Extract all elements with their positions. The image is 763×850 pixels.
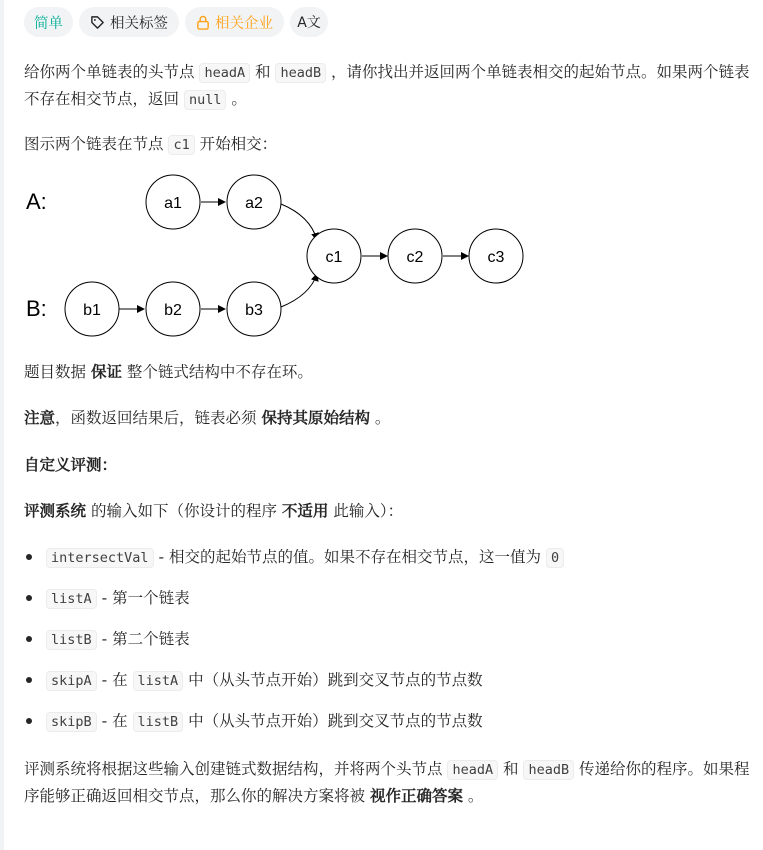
node-c1-label: c1 (325, 249, 343, 266)
param-code-inline: listA (133, 671, 184, 691)
guarantee-paragraph (24, 359, 754, 385)
closing-bold: 视作正确答案 (369, 787, 463, 805)
param-code: listB (46, 630, 97, 650)
node-c3 (469, 229, 523, 283)
list-item (24, 626, 564, 667)
code-headA: headA (199, 63, 250, 83)
node-b2 (146, 282, 200, 336)
code-headA-2: headA (447, 760, 498, 780)
judge-text-2: 此输入）： (328, 502, 404, 520)
linked-list-diagram (18, 168, 538, 348)
edge-b3-c1 (281, 274, 317, 307)
note-paragraph (24, 405, 754, 431)
node-b3-label: b3 (245, 302, 263, 319)
note-bold-1: 注意 (24, 409, 56, 427)
related-tags-button[interactable] (79, 7, 179, 37)
param-code: skipA (46, 671, 97, 691)
related-tags-label: 相关标签 (110, 15, 168, 32)
node-c3-label: c3 (487, 249, 505, 266)
judge-input-paragraph (24, 498, 754, 524)
list-item (24, 585, 564, 626)
note-text-2: 。 (369, 409, 391, 427)
node-b1 (65, 282, 119, 336)
list-a-label: A: (26, 189, 47, 214)
caption-text-2: 开始相交： (194, 135, 278, 153)
note-text-1: ，函数返回结果后，链表必须 (55, 409, 262, 427)
closing-text-4: 。 (462, 787, 484, 805)
closing-text-2: 和 (498, 760, 524, 778)
intro-text-3: ，请你找出并返回两个单链表相交的起始节点。如果两个链表不存在相交节点，返回 (24, 63, 750, 108)
param-code-inline: 0 (546, 548, 564, 568)
node-a1-label: a1 (164, 195, 182, 212)
custom-judge-heading (24, 452, 754, 478)
guarantee-text-1: 题目数据 (24, 363, 91, 381)
guarantee-bold: 保证 (90, 363, 122, 381)
param-desc-after: 中（从头节点开始）跳到交叉节点的节点数 (183, 712, 483, 730)
judge-text-1: 的输入如下（你设计的程序 (86, 502, 282, 520)
intro-paragraph (24, 59, 754, 113)
caption-text-1: 图示两个链表在节点 (24, 135, 169, 153)
list-item (24, 544, 564, 585)
related-companies-label: 相关企业 (215, 15, 273, 32)
translate-button[interactable] (290, 7, 328, 37)
closing-text-3: 传递给你的程序。如果程序能够正确返回相交节点，那么你的解决方案将被 (24, 760, 750, 805)
guarantee-text-2: 整个链式结构中不存在环。 (121, 363, 313, 381)
lock-icon (196, 15, 210, 30)
node-a1 (146, 175, 200, 229)
closing-text-1: 评测系统将根据这些输入创建链式数据结构，并将两个头节点 (24, 760, 448, 778)
param-desc: - 在 (96, 671, 133, 689)
param-code: listA (46, 589, 97, 609)
node-c2-label: c2 (406, 249, 424, 266)
code-null: null (184, 90, 227, 110)
node-c1 (307, 229, 361, 283)
related-companies-button[interactable] (185, 7, 284, 37)
translate-icon: A文 (297, 15, 321, 31)
code-c1: c1 (168, 135, 194, 155)
param-code: intersectVal (46, 548, 154, 568)
note-bold-2: 保持其原始结构 (261, 409, 370, 427)
tag-bar (24, 7, 328, 37)
node-a2-label: a2 (245, 195, 263, 212)
intro-text-2: 和 (250, 63, 276, 81)
node-c2 (388, 229, 442, 283)
param-code-inline: listB (133, 712, 184, 732)
list-b-label: B: (26, 296, 47, 321)
intro-text-4: 。 (226, 90, 247, 108)
difficulty-tag[interactable] (24, 7, 73, 37)
param-desc: - 第一个链表 (96, 589, 190, 607)
list-item (24, 708, 564, 749)
difficulty-label: 简单 (34, 15, 63, 32)
param-desc: - 第二个链表 (96, 630, 190, 648)
judge-bold-2: 不适用 (281, 502, 329, 520)
judge-bold-1: 评测系统 (24, 502, 87, 520)
node-a2 (227, 175, 281, 229)
intro-text-1: 给你两个单链表的头节点 (24, 63, 200, 81)
code-headB-2: headB (523, 760, 574, 780)
node-b2-label: b2 (164, 302, 182, 319)
code-headB: headB (275, 63, 326, 83)
list-item (24, 667, 564, 708)
node-b1-label: b1 (83, 302, 101, 319)
panel-left-border (0, 0, 4, 850)
tag-icon (90, 15, 105, 30)
figure-caption (24, 131, 754, 158)
closing-paragraph (24, 756, 754, 809)
param-code: skipB (46, 712, 97, 732)
edge-a2-c1 (281, 204, 317, 240)
node-b3 (227, 282, 281, 336)
param-desc: - 相交的起始节点的值。如果不存在相交节点，这一值为 (153, 548, 546, 566)
param-desc-after: 中（从头节点开始）跳到交叉节点的节点数 (183, 671, 483, 689)
custom-judge-title: 自定义评测： (24, 456, 118, 474)
parameter-list (24, 544, 564, 749)
param-desc: - 在 (96, 712, 133, 730)
